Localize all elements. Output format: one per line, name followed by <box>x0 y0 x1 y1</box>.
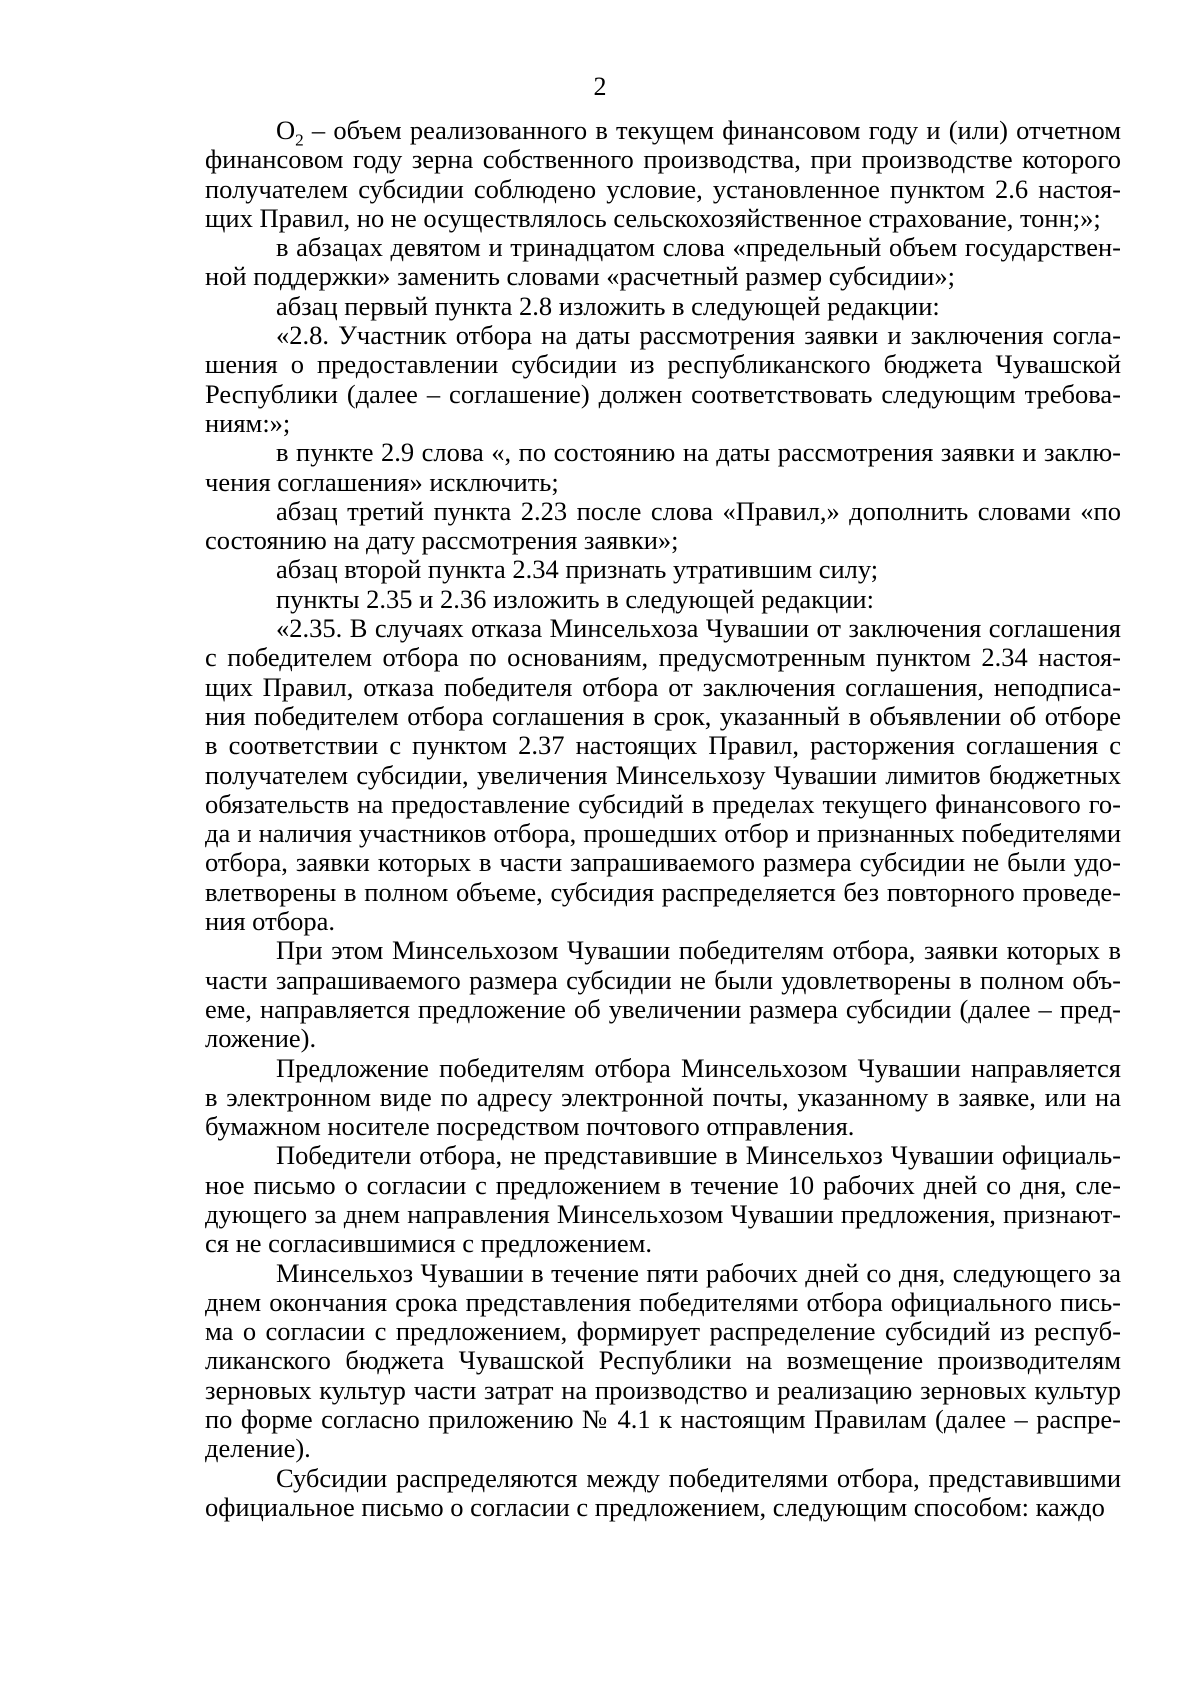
paragraph-o2-definition <box>205 116 1121 233</box>
paragraph: в пункте 2.9 слова «, по состоянию на даты рассмотрения заявки и заключения соглашения» исключить; <box>205 437 1121 497</box>
o2-definition-text: – объем реализованного в текущем финансовом году и (или) отчетном финансовом году зерна собственного производства, при производстве которого получателем субсидии соблюдено условие, установленное пунктом 2.6 настоящих Правил, но не осуществлялось сельскохозяйственное страхование, тонн;»; <box>205 115 1121 233</box>
paragraph: «2.8. Участник отбора на даты рассмотрения заявки и заключения соглашения о предоставлении субсидии из республиканского бюджета Чувашской Республики (далее – соглашение) должен соответствовать следующим требованиям:»; <box>205 320 1121 438</box>
document-body <box>205 116 1121 1522</box>
paragraph: абзац второй пункта 2.34 признать утратившим силу; <box>276 554 879 585</box>
paragraph: Победители отбора, не представившие в Минсельхоз Чувашии официальное письмо о согласии с предложением в течение 10 рабочих дней со дня, следующего за днем направления Минсельхозом Чувашии предложения, признаются не согласившимися с предложением. <box>205 1140 1121 1259</box>
paragraph: Минсельхоз Чувашии в течение пяти рабочих дней со дня, следующего за днем окончания срока представления победителями отбора официального письма о согласии с предложением, формирует распределение субсидий из республиканского бюджета Чувашской Республики на возмещение производителям зерновых культур части затрат на производство и реализацию зерновых культур по форме согласно приложению № 4.1 к настоящим Правилам (далее – распределение). <box>205 1257 1121 1464</box>
paragraph: «2.35. В случаях отказа Минсельхоза Чувашии от заключения соглашения с победителем отбора по основаниям, предусмотренным пунктом 2.34 настоящих Правил, отказа победителя отбора от заключения соглашения, неподписания победителем отбора соглашения в срок, указанный в объявлении об отборе в соответствии с пунктом 2.37 настоящих Правил, расторжения соглашения с получателем субсидии, увеличения Минсельхозу Чувашии лимитов бюджетных обязательств на предоставление субсидий в пределах текущего финансового года и наличия участников отбора, прошедших отбор и признанных победителями отбора, заявки которых в части запрашиваемого размера субсидии не были удовлетворены в полном объеме, субсидия распределяется без повторного проведения отбора. <box>205 613 1121 937</box>
paragraph: Субсидии распределяются между победителями отбора, представившими официальное письмо о согласии с предложением, следующим способом: каждо <box>205 1462 1121 1522</box>
paragraph: абзац первый пункта 2.8 изложить в следующей редакции: <box>276 290 940 321</box>
paragraph: пункты 2.35 и 2.36 изложить в следующей редакции: <box>276 583 874 614</box>
o2-subscript: 2 <box>295 130 304 150</box>
o2-symbol: O <box>276 115 296 145</box>
paragraph: в абзацах девятом и тринадцатом слова «предельный объем государственной поддержки» заменить словами «расчетный размер субсидии»; <box>205 232 1121 292</box>
page-number: 2 <box>593 72 607 101</box>
paragraph: При этом Минсельхозом Чувашии победителям отбора, заявки которых в части запрашиваемого размера субсидии не были удовлетворены в полном объеме, направляется предложение об увеличении размера субсидии (далее – предложение). <box>205 935 1121 1054</box>
paragraph: Предложение победителям отбора Минсельхозом Чувашии направляется в электронном виде по адресу электронной почты, указанному в заявке, или на бумажном носителе посредством почтового отправления. <box>205 1052 1121 1142</box>
paragraph: абзац третий пункта 2.23 после слова «Правил,» дополнить словами «по состоянию на дату рассмотрения заявки»; <box>205 495 1121 556</box>
